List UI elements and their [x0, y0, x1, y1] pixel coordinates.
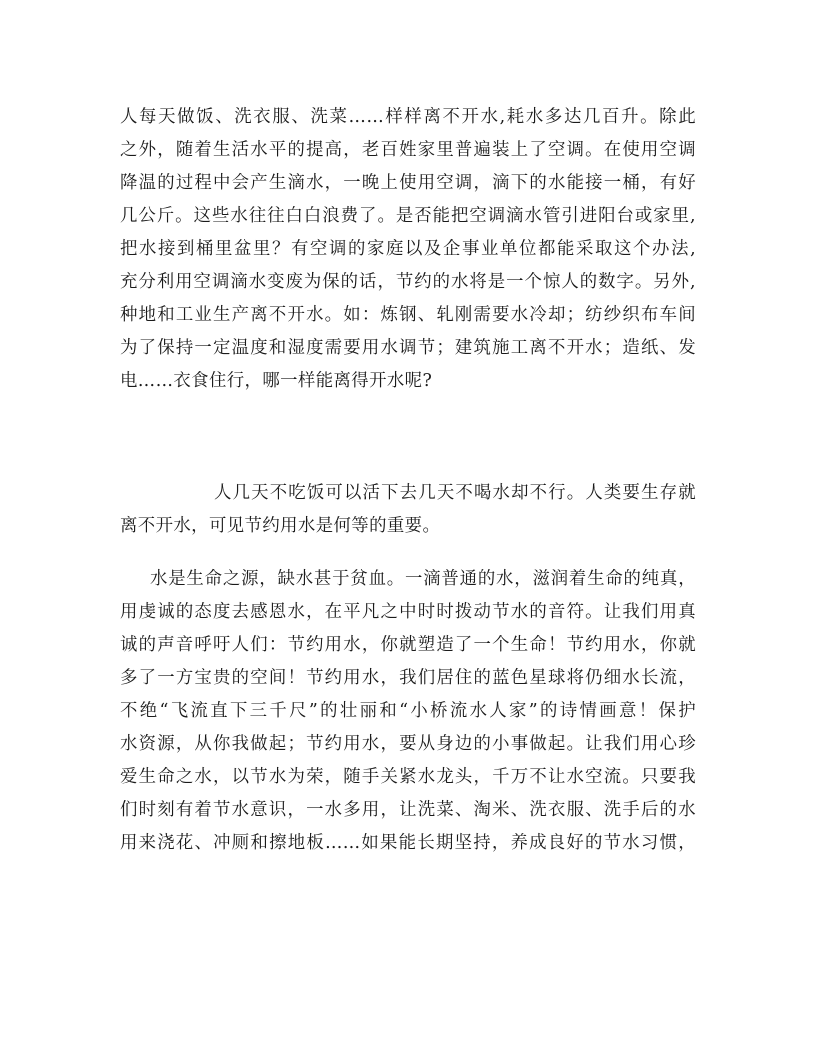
- text-line: 把水接到桶里盆里？有空调的家庭以及企事业单位都能采取这个办法,: [120, 239, 696, 259]
- text-line: 们时刻有着节水意识，一水多用，让洗菜、淘米、洗衣服、洗手后的水: [120, 800, 696, 820]
- text-line: 离不开水，可见节约用水是何等的重要。: [120, 516, 441, 536]
- text-line: 电……衣食住行，哪一样能离得开水呢?: [120, 371, 433, 391]
- text-line: 几公斤。这些水往往白白浪费了。是否能把空调滴水管引进阳台或家里,: [120, 206, 696, 226]
- text-line: 水资源，从你我做起；节约用水，要从身边的小事做起。让我们用心珍: [120, 734, 696, 754]
- text-line: 人每天做饭、洗衣服、洗菜……样样离不开水,耗水多达几百升。除此: [120, 107, 696, 127]
- paragraph-water-usage: [120, 101, 696, 398]
- text-line: 多了一方宝贵的空间！节约用水，我们居住的蓝色星球将仍细水长流，: [120, 668, 696, 688]
- paragraph-source-of-life: [120, 563, 696, 860]
- text-line: 人几天不吃饭可以活下去几天不喝水却不行。人类要生存就: [214, 483, 696, 503]
- paragraph-survival: [120, 477, 696, 543]
- text-line: 充分利用空调滴水变废为保的话，节约的水将是一个惊人的数字。另外,: [120, 272, 696, 292]
- text-line: 爱生命之水，以节水为荣，随手关紧水龙头，千万不让水空流。只要我: [120, 767, 696, 787]
- text-line: 诚的声音呼吁人们：节约用水，你就塑造了一个生命！节约用水，你就: [120, 635, 696, 655]
- text-line: 为了保持一定温度和湿度需要用水调节；建筑施工离不开水；造纸、发: [120, 338, 696, 358]
- text-line: 种地和工业生产离不开水。如：炼钢、轧刚需要水冷却；纺纱织布车间: [120, 305, 696, 325]
- text-line: 降温的过程中会产生滴水，一晚上使用空调，滴下的水能接一桶，有好: [120, 173, 696, 193]
- text-line: 不绝“飞流直下三千尺”的壮丽和“小桥流水人家”的诗情画意！保护: [120, 701, 696, 721]
- text-line: 之外，随着生活水平的提高，老百姓家里普遍装上了空调。在使用空调: [120, 140, 696, 160]
- text-line: 水是生命之源，缺水甚于贫血。一滴普通的水，滋润着生命的纯真，: [150, 569, 696, 589]
- text-line: 用来浇花、冲厕和擦地板……如果能长期坚持，养成良好的节水习惯，: [120, 833, 696, 853]
- text-line: 用虔诚的态度去感恩水，在平凡之中时时拨动节水的音符。让我们用真: [120, 602, 696, 622]
